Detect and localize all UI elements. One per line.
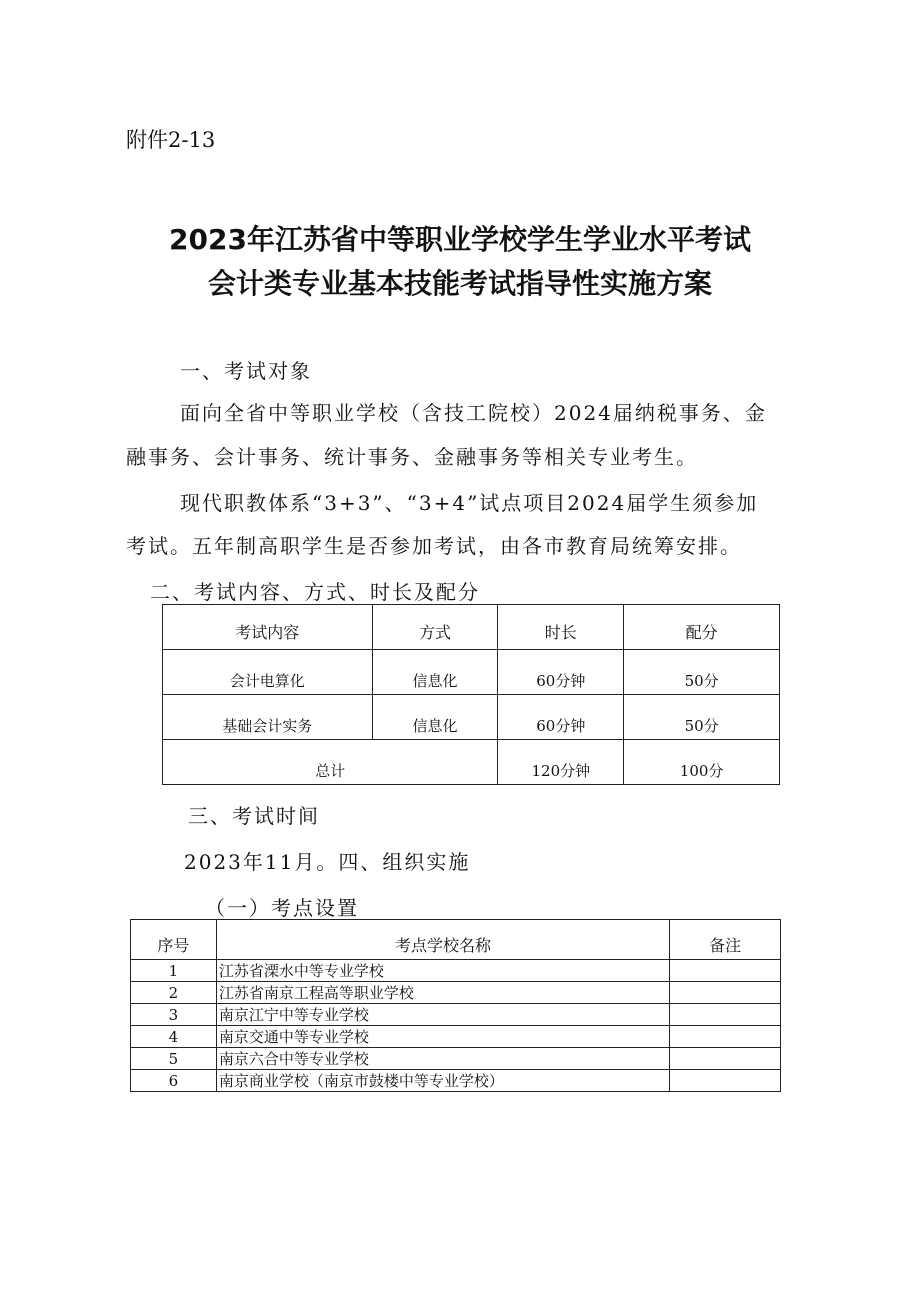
site-cell-school: 南京江宁中等专业学校 xyxy=(216,1004,669,1026)
exam-total-duration: 120分钟 xyxy=(498,740,624,785)
site-cell-school: 江苏省南京工程高等职业学校 xyxy=(216,982,669,1004)
section-3-text: 2023年11月。四、组织实施 xyxy=(184,850,471,874)
table-row xyxy=(163,650,780,695)
site-cell-school: 南京六合中等专业学校 xyxy=(216,1048,669,1070)
exam-header-duration: 时长 xyxy=(498,605,624,650)
exam-header-content: 考试内容 xyxy=(163,605,373,650)
section-1-paragraph-2-line-2: 考试。五年制高职学生是否参加考试，由各市教育局统筹安排。 xyxy=(126,534,742,558)
site-cell-remarks xyxy=(670,1070,781,1092)
exam-total-label: 总计 xyxy=(163,740,498,785)
section-1-paragraph-1-line-1: 面向全省中等职业学校（含技工院校）2024届纳税事务、金 xyxy=(180,401,767,425)
table-row xyxy=(131,982,781,1004)
site-header-school: 考点学校名称 xyxy=(216,920,669,960)
exam-cell-method: 信息化 xyxy=(372,650,498,695)
exam-cell-content: 会计电算化 xyxy=(163,650,373,695)
table-row xyxy=(131,1004,781,1026)
table-row xyxy=(131,1026,781,1048)
site-cell-school: 南京交通中等专业学校 xyxy=(216,1026,669,1048)
exam-site-table xyxy=(130,919,781,1092)
site-table-header-row xyxy=(131,920,781,960)
exam-total-score: 100分 xyxy=(624,740,780,785)
table-row xyxy=(131,1070,781,1092)
section-1-paragraph-2-line-1: 现代职教体系“3+3”、“3+4”试点项目2024届学生须参加 xyxy=(180,491,759,515)
site-cell-school: 南京商业学校（南京市鼓楼中等专业学校） xyxy=(216,1070,669,1092)
site-cell-number: 4 xyxy=(131,1026,217,1048)
exam-cell-content: 基础会计实务 xyxy=(163,695,373,740)
document-title-line-1: 2023年江苏省中等职业学校学生学业水平考试 xyxy=(169,223,751,256)
table-row xyxy=(131,1048,781,1070)
site-cell-remarks xyxy=(670,1048,781,1070)
site-cell-remarks xyxy=(670,1026,781,1048)
table-row xyxy=(131,960,781,982)
exam-cell-score: 50分 xyxy=(624,695,780,740)
exam-cell-method: 信息化 xyxy=(372,695,498,740)
document-title-line-2: 会计类专业基本技能考试指导性实施方案 xyxy=(207,267,712,300)
subsection-1-heading: （一）考点设置 xyxy=(205,896,359,920)
exam-cell-duration: 60分钟 xyxy=(498,650,624,695)
site-cell-remarks xyxy=(670,982,781,1004)
section-2-heading: 二、考试内容、方式、时长及配分 xyxy=(150,580,480,604)
site-cell-number: 3 xyxy=(131,1004,217,1026)
site-cell-number: 2 xyxy=(131,982,217,1004)
site-cell-number: 5 xyxy=(131,1048,217,1070)
table-row xyxy=(163,695,780,740)
site-header-remarks: 备注 xyxy=(670,920,781,960)
section-1-paragraph-1-line-2: 融事务、会计事务、统计事务、金融事务等相关专业考生。 xyxy=(126,445,698,469)
site-cell-number: 6 xyxy=(131,1070,217,1092)
exam-header-method: 方式 xyxy=(372,605,498,650)
site-cell-number: 1 xyxy=(131,960,217,982)
section-3-heading: 三、考试时间 xyxy=(188,804,320,828)
exam-table-total-row xyxy=(163,740,780,785)
section-1-heading: 一、考试对象 xyxy=(180,359,312,383)
exam-cell-score: 50分 xyxy=(624,650,780,695)
site-cell-remarks xyxy=(670,960,781,982)
exam-cell-duration: 60分钟 xyxy=(498,695,624,740)
site-cell-school: 江苏省溧水中等专业学校 xyxy=(216,960,669,982)
attachment-label: 附件2-13 xyxy=(126,128,216,152)
site-header-number: 序号 xyxy=(131,920,217,960)
exam-content-table xyxy=(162,604,780,785)
exam-header-score: 配分 xyxy=(624,605,780,650)
exam-table-header-row xyxy=(163,605,780,650)
site-cell-remarks xyxy=(670,1004,781,1026)
